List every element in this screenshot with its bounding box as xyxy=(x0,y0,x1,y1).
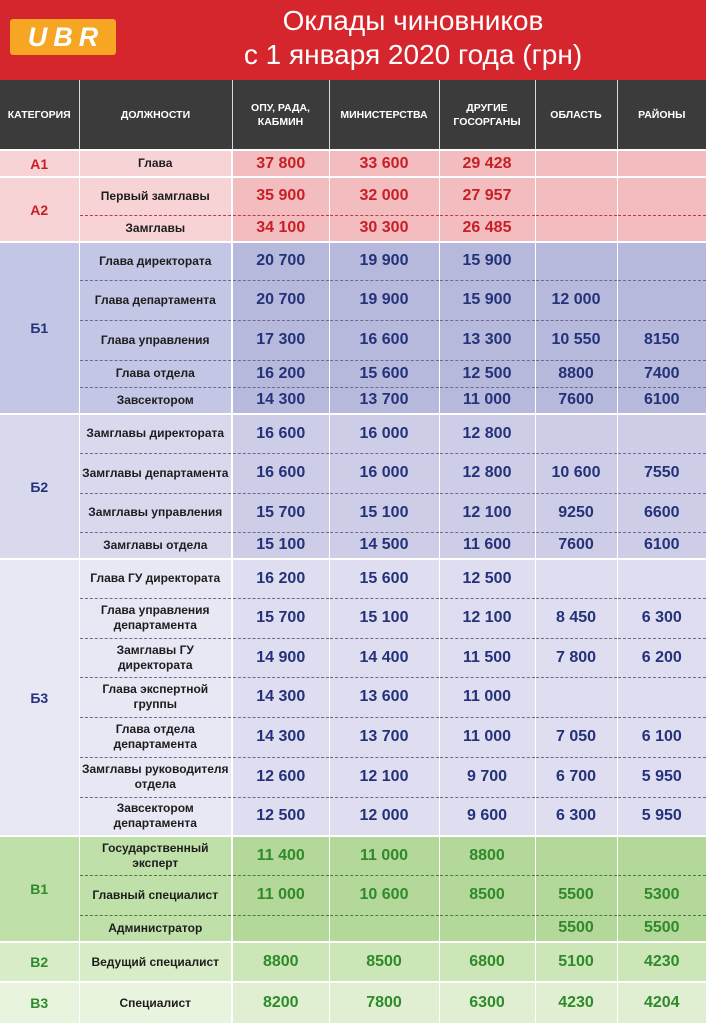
salary-cell xyxy=(439,915,535,942)
salary-cell: 6 700 xyxy=(535,757,617,797)
salary-cell: 5 950 xyxy=(617,797,706,836)
salary-cell: 13 600 xyxy=(329,677,439,717)
category-cell: А1 xyxy=(0,150,79,177)
table-row xyxy=(0,280,706,320)
page-header xyxy=(0,0,706,80)
salary-cell: 12 600 xyxy=(232,757,329,797)
salary-cell: 32 000 xyxy=(329,177,439,215)
salary-cell: 20 700 xyxy=(232,242,329,280)
category-cell: А2 xyxy=(0,177,79,242)
salary-cell: 14 500 xyxy=(329,532,439,559)
salary-cell: 15 600 xyxy=(329,559,439,598)
table-row xyxy=(0,638,706,677)
position-cell: Глава отдела xyxy=(79,360,232,387)
position-cell: Глава отдела департамента xyxy=(79,717,232,757)
salary-cell: 11 000 xyxy=(439,677,535,717)
table-row xyxy=(0,532,706,559)
salary-cell: 4230 xyxy=(617,942,706,982)
position-cell: Глава управления xyxy=(79,320,232,360)
salary-cell: 16 600 xyxy=(232,453,329,493)
salary-cell xyxy=(535,177,617,215)
salary-cell: 5500 xyxy=(617,915,706,942)
salary-cell xyxy=(535,215,617,242)
salary-cell: 15 100 xyxy=(329,493,439,532)
col-header-category: КАТЕГОРИЯ xyxy=(0,80,79,150)
salary-cell: 8200 xyxy=(232,982,329,1023)
salary-cell: 15 600 xyxy=(329,360,439,387)
position-cell: Замглавы департамента xyxy=(79,453,232,493)
table-row xyxy=(0,242,706,280)
salary-cell: 9250 xyxy=(535,493,617,532)
salary-cell: 12 000 xyxy=(535,280,617,320)
salary-cell xyxy=(617,177,706,215)
logo-text: UBR xyxy=(27,21,105,52)
salary-cell: 6 200 xyxy=(617,638,706,677)
table-row xyxy=(0,942,706,982)
salary-cell: 12 100 xyxy=(329,757,439,797)
col-header-opu: ОПУ, РАДА, КАБМИН xyxy=(232,80,329,150)
table-row xyxy=(0,797,706,836)
salary-cell: 7800 xyxy=(329,982,439,1023)
table-row xyxy=(0,320,706,360)
salary-cell: 16 000 xyxy=(329,414,439,453)
salary-cell: 11 000 xyxy=(439,717,535,757)
position-cell: Главный специалист xyxy=(79,875,232,915)
salary-cell: 26 485 xyxy=(439,215,535,242)
table-row xyxy=(0,177,706,215)
salary-cell: 11 000 xyxy=(232,875,329,915)
salary-cell: 7 050 xyxy=(535,717,617,757)
category-cell: В3 xyxy=(0,982,79,1023)
salary-cell: 13 700 xyxy=(329,387,439,414)
col-header-ministries: МИНИСТЕРСТВА xyxy=(329,80,439,150)
salary-cell xyxy=(535,414,617,453)
salary-cell: 15 700 xyxy=(232,598,329,638)
category-cell: В2 xyxy=(0,942,79,982)
salary-cell: 27 957 xyxy=(439,177,535,215)
position-cell: Завсектором департамента xyxy=(79,797,232,836)
salary-cell: 5500 xyxy=(535,875,617,915)
page-title xyxy=(120,4,706,72)
salary-cell: 6300 xyxy=(439,982,535,1023)
salary-cell: 6 300 xyxy=(617,598,706,638)
salary-cell: 33 600 xyxy=(329,150,439,177)
salary-cell: 7600 xyxy=(535,387,617,414)
col-header-districts: РАЙОНЫ xyxy=(617,80,706,150)
salary-cell: 5 950 xyxy=(617,757,706,797)
salary-cell: 6800 xyxy=(439,942,535,982)
position-cell: Глава директората xyxy=(79,242,232,280)
table-row xyxy=(0,757,706,797)
salary-cell: 15 900 xyxy=(439,242,535,280)
position-cell: Замглавы руководителя отдела xyxy=(79,757,232,797)
col-header-positions: ДОЛЖНОСТИ xyxy=(79,80,232,150)
salary-cell: 16 200 xyxy=(232,559,329,598)
salary-cell: 6100 xyxy=(617,387,706,414)
position-cell: Замглавы ГУ директората xyxy=(79,638,232,677)
salary-cell: 6 300 xyxy=(535,797,617,836)
salary-cell: 8800 xyxy=(439,836,535,875)
table-row xyxy=(0,453,706,493)
position-cell: Государственный эксперт xyxy=(79,836,232,875)
table-row xyxy=(0,215,706,242)
category-cell: Б2 xyxy=(0,414,79,559)
salary-cell: 10 600 xyxy=(535,453,617,493)
salary-cell: 14 300 xyxy=(232,717,329,757)
salary-cell xyxy=(535,677,617,717)
salary-cell xyxy=(232,915,329,942)
salary-cell: 8800 xyxy=(232,942,329,982)
salary-table xyxy=(0,80,706,1023)
salary-cell: 14 900 xyxy=(232,638,329,677)
salary-cell xyxy=(617,280,706,320)
salary-cell xyxy=(617,150,706,177)
salary-cell: 14 300 xyxy=(232,387,329,414)
salary-cell: 14 400 xyxy=(329,638,439,677)
position-cell: Глава экспертной группы xyxy=(79,677,232,717)
table-row xyxy=(0,150,706,177)
salary-cell: 12 800 xyxy=(439,453,535,493)
col-header-other-agencies: ДРУГИЕ ГОСОРГАНЫ xyxy=(439,80,535,150)
salary-cell: 12 100 xyxy=(439,493,535,532)
table-row xyxy=(0,717,706,757)
table-row xyxy=(0,875,706,915)
position-cell: Глава департамента xyxy=(79,280,232,320)
salary-cell: 10 600 xyxy=(329,875,439,915)
salary-cell: 29 428 xyxy=(439,150,535,177)
salary-cell: 12 000 xyxy=(329,797,439,836)
category-cell: Б3 xyxy=(0,559,79,836)
table-row xyxy=(0,387,706,414)
title-line-2: с 1 января 2020 года (грн) xyxy=(243,39,583,70)
salary-cell xyxy=(617,414,706,453)
salary-cell: 8150 xyxy=(617,320,706,360)
position-cell: Администратор xyxy=(79,915,232,942)
salary-cell: 6100 xyxy=(617,532,706,559)
salary-cell: 19 900 xyxy=(329,242,439,280)
salary-cell: 5500 xyxy=(535,915,617,942)
salary-cell xyxy=(617,836,706,875)
salary-cell: 7600 xyxy=(535,532,617,559)
salary-cell xyxy=(617,559,706,598)
salary-cell: 12 800 xyxy=(439,414,535,453)
title-line-1: Оклады чиновников xyxy=(282,5,544,36)
salary-cell xyxy=(535,559,617,598)
salary-cell: 7400 xyxy=(617,360,706,387)
position-cell: Завсектором xyxy=(79,387,232,414)
salary-cell: 11 400 xyxy=(232,836,329,875)
salary-cell: 12 100 xyxy=(439,598,535,638)
col-header-region: ОБЛАСТЬ xyxy=(535,80,617,150)
salary-cell: 7550 xyxy=(617,453,706,493)
position-cell: Замглавы управления xyxy=(79,493,232,532)
salary-cell xyxy=(617,677,706,717)
table-row xyxy=(0,982,706,1023)
salary-cell: 16 600 xyxy=(232,414,329,453)
salary-cell: 6600 xyxy=(617,493,706,532)
position-cell: Первый замглавы xyxy=(79,177,232,215)
salary-cell: 17 300 xyxy=(232,320,329,360)
table-row xyxy=(0,493,706,532)
salary-cell: 5300 xyxy=(617,875,706,915)
position-cell: Замглавы xyxy=(79,215,232,242)
salary-cell: 15 100 xyxy=(329,598,439,638)
salary-cell: 35 900 xyxy=(232,177,329,215)
salary-cell: 4204 xyxy=(617,982,706,1023)
salary-cell: 30 300 xyxy=(329,215,439,242)
salary-cell: 5100 xyxy=(535,942,617,982)
table-row xyxy=(0,360,706,387)
salary-cell: 11 600 xyxy=(439,532,535,559)
salary-cell: 4230 xyxy=(535,982,617,1023)
position-cell: Ведущий специалист xyxy=(79,942,232,982)
salary-cell xyxy=(535,836,617,875)
table-header-row xyxy=(0,80,706,150)
salary-cell xyxy=(617,242,706,280)
salary-cell: 13 300 xyxy=(439,320,535,360)
salary-cell: 15 900 xyxy=(439,280,535,320)
salary-cell xyxy=(617,215,706,242)
position-cell: Глава xyxy=(79,150,232,177)
salary-cell: 9 700 xyxy=(439,757,535,797)
salary-cell: 11 500 xyxy=(439,638,535,677)
position-cell: Глава ГУ директората xyxy=(79,559,232,598)
salary-cell: 12 500 xyxy=(439,559,535,598)
salary-cell: 11 000 xyxy=(439,387,535,414)
salary-cell: 6 100 xyxy=(617,717,706,757)
salary-cell: 15 100 xyxy=(232,532,329,559)
table-row xyxy=(0,559,706,598)
salary-cell: 19 900 xyxy=(329,280,439,320)
position-cell: Замглавы директората xyxy=(79,414,232,453)
position-cell: Специалист xyxy=(79,982,232,1023)
salary-cell: 7 800 xyxy=(535,638,617,677)
table-row xyxy=(0,677,706,717)
table-row xyxy=(0,836,706,875)
category-cell: В1 xyxy=(0,836,79,942)
category-cell: Б1 xyxy=(0,242,79,414)
position-cell: Замглавы отдела xyxy=(79,532,232,559)
salary-cell: 12 500 xyxy=(439,360,535,387)
salary-cell: 11 000 xyxy=(329,836,439,875)
salary-cell xyxy=(329,915,439,942)
salary-cell xyxy=(535,150,617,177)
salary-cell: 20 700 xyxy=(232,280,329,320)
salary-cell: 13 700 xyxy=(329,717,439,757)
position-cell: Глава управления департамента xyxy=(79,598,232,638)
salary-cell: 14 300 xyxy=(232,677,329,717)
salary-cell: 16 000 xyxy=(329,453,439,493)
ubr-logo xyxy=(10,19,116,55)
table-row xyxy=(0,414,706,453)
salary-cell: 15 700 xyxy=(232,493,329,532)
salary-cell: 34 100 xyxy=(232,215,329,242)
table-body xyxy=(0,150,706,1023)
salary-cell: 16 200 xyxy=(232,360,329,387)
salary-cell: 8500 xyxy=(439,875,535,915)
salary-cell: 12 500 xyxy=(232,797,329,836)
salary-cell xyxy=(535,242,617,280)
salary-cell: 10 550 xyxy=(535,320,617,360)
salary-cell: 8 450 xyxy=(535,598,617,638)
table-row xyxy=(0,915,706,942)
salary-cell: 16 600 xyxy=(329,320,439,360)
salary-cell: 8800 xyxy=(535,360,617,387)
salary-cell: 37 800 xyxy=(232,150,329,177)
salary-cell: 9 600 xyxy=(439,797,535,836)
table-row xyxy=(0,598,706,638)
salary-cell: 8500 xyxy=(329,942,439,982)
